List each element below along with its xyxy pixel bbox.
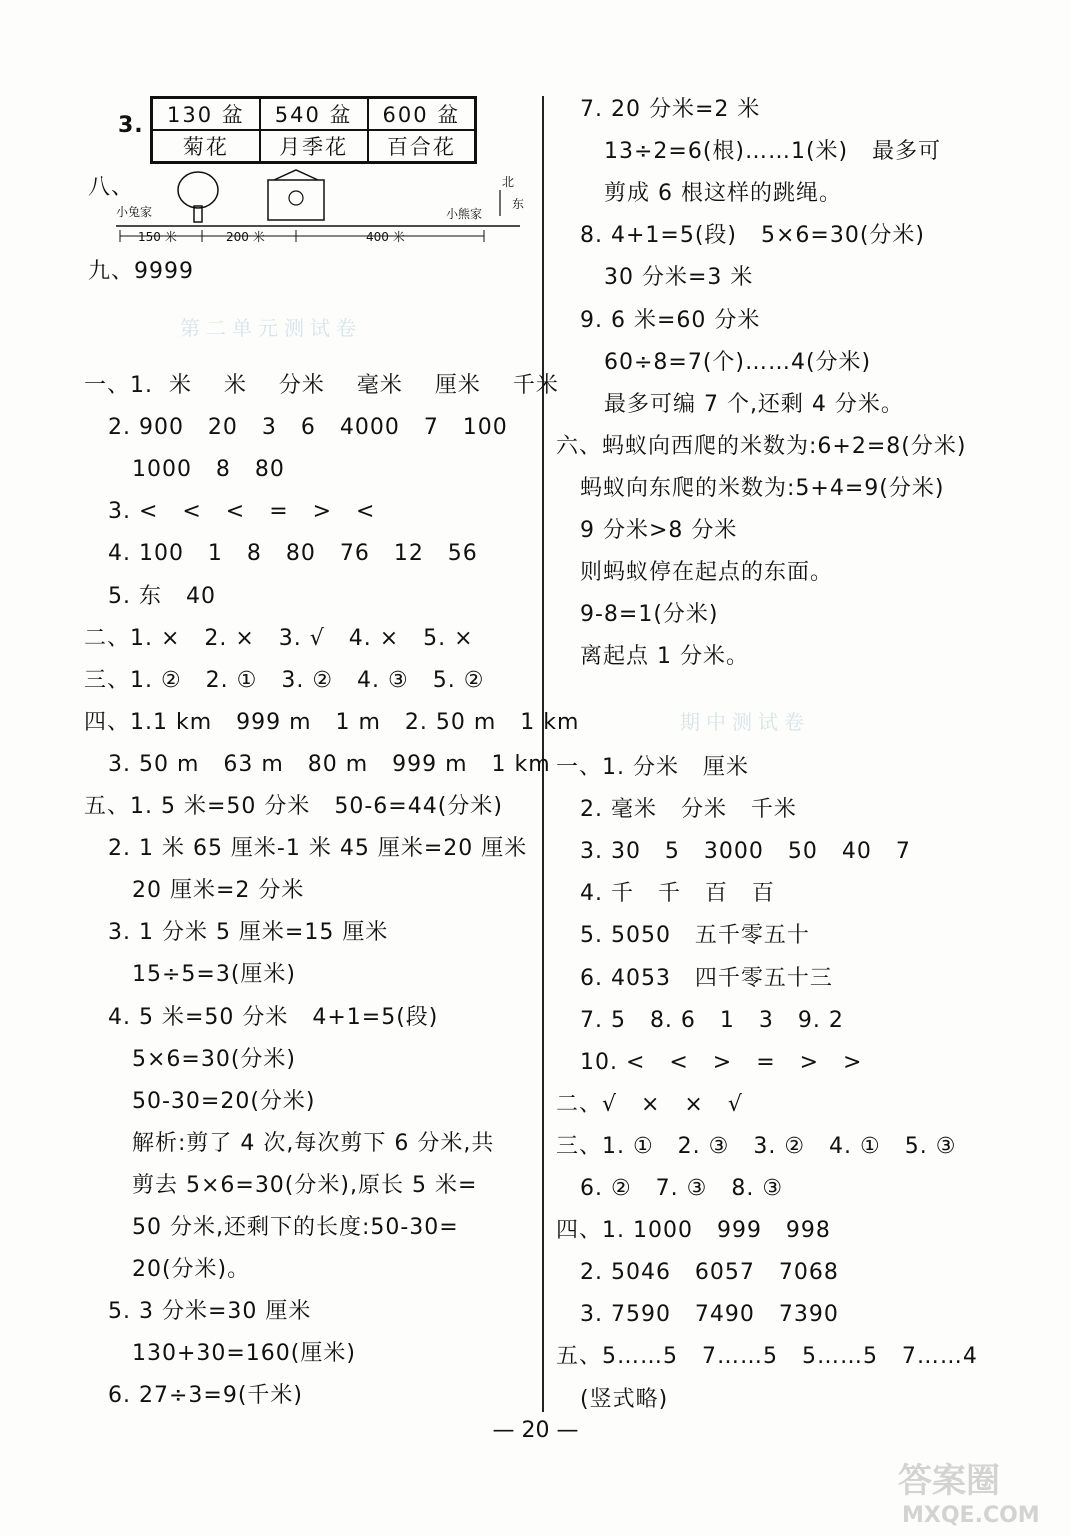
- answer-line: 3. 30 5 3000 50 40 7: [556, 839, 911, 865]
- answer-line: 三、1. ② 2. ① 3. ② 4. ③ 5. ②: [84, 667, 485, 693]
- answer-line: 7. 20 分米=2 米: [556, 97, 761, 122]
- watermark-logo: [892, 1452, 1062, 1530]
- answer-line: 5. 5050 五千零五十: [556, 923, 810, 949]
- rabbit-home-label: 小兔家: [116, 205, 153, 219]
- answer-line: 20(分米)。: [84, 1257, 251, 1283]
- north-label: 北: [502, 175, 515, 189]
- faded-section-title: 期中测试卷: [680, 710, 810, 734]
- flower-name-cell: 百合花: [368, 130, 476, 163]
- answer-line: 解析:剪了 4 次,每次剪下 6 分米,共: [84, 1130, 495, 1156]
- east-label: 东: [512, 197, 525, 211]
- answer-line: 则蚂蚁停在起点的东面。: [556, 560, 833, 586]
- table-item-number: 3.: [118, 113, 144, 138]
- answer-line: 6. ② 7. ③ 8. ③: [556, 1176, 784, 1201]
- answer-line: 20 厘米=2 分米: [84, 878, 305, 904]
- flower-table: [150, 96, 477, 164]
- answer-line: 3. < < < = > <: [84, 499, 376, 525]
- answer-line: 30 分米=3 米: [556, 265, 754, 291]
- answer-line: 四、1. 1000 999 998: [556, 1218, 831, 1244]
- answer-line: 五、1. 5 米=50 分米 50-6=44(分米): [84, 794, 503, 819]
- answer-line: 剪去 5×6=30(分米),原长 5 米=: [84, 1172, 478, 1198]
- answer-line: 最多可编 7 个,还剩 4 分米。: [556, 391, 904, 417]
- answer-line: 剪成 6 根这样的跳绳。: [556, 181, 842, 207]
- tree-icon: [178, 172, 218, 222]
- flower-count-cell: 130 盆: [152, 98, 260, 131]
- answer-line: 2. 900 20 3 6 4000 7 100: [84, 415, 508, 441]
- answer-line: 5×6=30(分米): [84, 1046, 296, 1072]
- flower-count-cell: 540 盆: [260, 98, 368, 131]
- answer-line: 四、1.1 km 999 m 1 m 2. 50 m 1 km: [84, 709, 580, 735]
- answer-line: 9 分米>8 分米: [556, 518, 738, 543]
- answer-line: 3. 7590 7490 7390: [556, 1302, 839, 1328]
- bear-home-label: 小熊家: [446, 207, 483, 221]
- answer-line: 2. 毫米 分米 千米: [556, 797, 797, 823]
- answer-line: 离起点 1 分米。: [556, 644, 749, 670]
- answer-line: 4. 100 1 8 80 76 12 56: [84, 541, 478, 567]
- answer-line: 六、蚂蚁向西爬的米数为:6+2=8(分米): [556, 433, 967, 459]
- distance-label-1: 150 米: [138, 230, 177, 244]
- answer-line: 五、5……5 7……5 5……5 7……4: [556, 1344, 978, 1370]
- distance-label-2: 200 米: [226, 230, 265, 244]
- section-nine: 九、9999: [88, 259, 194, 284]
- section-eight-label: 八、: [88, 175, 135, 200]
- school-icon: [268, 170, 324, 220]
- answer-line: 三、1. ① 2. ③ 3. ② 4. ① 5. ③: [556, 1133, 957, 1159]
- flower-name-cell: 月季花: [260, 130, 368, 163]
- answer-line: 50-30=20(分米): [84, 1088, 316, 1114]
- answer-line: (竖式略): [556, 1386, 669, 1412]
- answer-line: 13÷2=6(根)……1(米) 最多可: [556, 139, 942, 165]
- answer-line: 7. 5 8. 6 1 3 9. 2: [556, 1007, 844, 1033]
- answer-line: 10. < < > = > >: [556, 1049, 863, 1075]
- answer-line: 2. 1 米 65 厘米-1 米 45 厘米=20 厘米: [84, 836, 528, 862]
- page-number: — 20 —: [492, 1418, 579, 1443]
- answer-line: 130+30=160(厘米): [84, 1341, 356, 1367]
- watermark-site: MXQE.COM: [902, 1503, 1040, 1528]
- answer-line: 二、√ × × √: [556, 1091, 743, 1117]
- answer-line: 9. 6 米=60 分米: [556, 307, 761, 333]
- answer-line: 6. 4053 四千零五十三: [556, 965, 833, 991]
- distance-map: [116, 168, 526, 246]
- answer-line: 3. 1 分米 5 厘米=15 厘米: [84, 920, 389, 946]
- flower-count-cell: 600 盆: [368, 98, 476, 131]
- answer-line: 60÷8=7(个)……4(分米): [556, 349, 872, 375]
- faded-section-title: 第二单元测试卷: [180, 316, 362, 340]
- answer-line: 2. 5046 6057 7068: [556, 1260, 839, 1286]
- answer-line: 5. 3 分米=30 厘米: [84, 1299, 312, 1325]
- answer-line: 一、1. 分米 厘米: [556, 755, 749, 780]
- answer-line: 6. 27÷3=9(千米): [84, 1383, 303, 1409]
- flower-name-cell: 菊花: [152, 130, 260, 163]
- answer-line: 4. 5 米=50 分米 4+1=5(段): [84, 1004, 439, 1030]
- answer-line: 4. 千 千 百 百: [556, 881, 775, 907]
- answer-line: 9-8=1(分米): [556, 602, 719, 628]
- answer-line: 二、1. × 2. × 3. √ 4. × 5. ×: [84, 625, 474, 651]
- answer-line: 5. 东 40: [84, 583, 216, 609]
- watermark-text: 答案圈: [898, 1461, 1000, 1501]
- distance-label-3: 400 米: [366, 230, 405, 244]
- answer-line: 8. 4+1=5(段) 5×6=30(分米): [556, 223, 925, 249]
- answer-line: 15÷5=3(厘米): [84, 962, 296, 988]
- answer-line: 3. 50 m 63 m 80 m 999 m 1 km: [84, 751, 551, 777]
- answer-line: 50 分米,还剩下的长度:50-30=: [84, 1215, 459, 1240]
- answer-line: 1000 8 80: [84, 457, 285, 483]
- answer-line: 一、1. 米 米 分米 毫米 厘米 千米: [84, 373, 559, 398]
- answer-line: 蚂蚁向东爬的米数为:5+4=9(分米): [556, 475, 945, 501]
